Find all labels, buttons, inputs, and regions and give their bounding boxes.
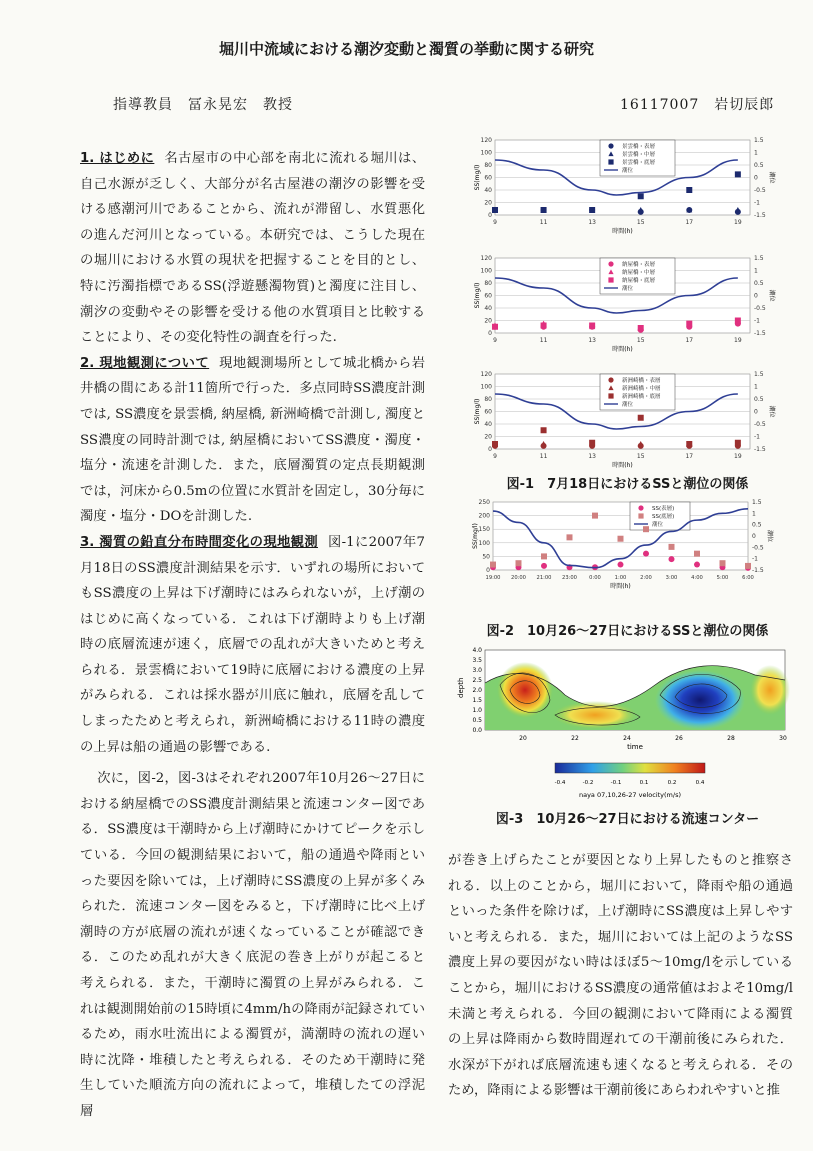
data-point — [669, 544, 675, 550]
data-point — [720, 560, 726, 566]
y2-tick-label: 1.5 — [752, 499, 762, 506]
x-tick-label: 13 — [588, 219, 596, 226]
y2-tick-label: 1.5 — [754, 255, 764, 262]
x-tick-label: 19:00 — [485, 575, 501, 581]
y2-tick-label: 0.5 — [752, 521, 762, 529]
y2-tick-label: 0 — [754, 408, 758, 416]
y-tick-label: 3.5 — [472, 657, 482, 664]
y2-axis-label: 潮位 — [768, 171, 775, 184]
y2-tick-label: -1.5 — [754, 212, 766, 219]
legend-entry: 納屋橋・底層 — [622, 278, 656, 284]
x-tick-label: 11 — [539, 337, 548, 344]
x-tick-label: 0:00 — [589, 575, 601, 581]
section-intro — [80, 146, 425, 351]
data-point — [589, 207, 595, 213]
y2-tick-label: 1.5 — [754, 371, 764, 378]
chart-fig1-keiun — [455, 132, 790, 242]
y-tick-label: 20 — [484, 317, 492, 325]
paragraph: 次に，図-2，図-3はそれぞれ2007年10月26〜27日における納屋橋でのSS濃度計測結果と流速コンター図である．SS濃度は干潮時から上げ潮時にかけてピークを示している．今回の観測結果において，船の通過や降雨といった要因を除いては，上げ潮時にSS濃度の上昇が多くみられた．流速コンター図をみると，下げ潮時に比べ上げ潮時の方が底層の流れが速くなっていることが確認できる．このため乱れが大きく底泥の巻き上がりが起こると考えられる．また，干潮時に濁質の上昇がみられる．これは観測開始前の15時頃に4mm/hの降雨が記録されているため，雨水吐流出による濁質が，満潮時の流れの遅い時に沈降・堆積したと考えられる．そのため干潮時に発生していた順流方向の流れによって，堆積したての浮泥層 — [80, 771, 425, 1119]
y-tick-label: 40 — [484, 305, 492, 312]
data-point — [492, 324, 498, 330]
y2-tick-label: 1 — [752, 510, 756, 518]
left-column — [80, 146, 425, 1125]
y-tick-label: 40 — [484, 187, 492, 194]
y-tick-label: 120 — [480, 255, 492, 262]
y-tick-label: 100 — [480, 149, 492, 157]
data-point — [567, 534, 573, 540]
y2-tick-label: 0 — [752, 533, 756, 540]
x-tick-label: 17 — [685, 219, 694, 226]
y-axis-label: SS(mg/l) — [474, 164, 481, 191]
y-tick-label: 200 — [478, 512, 490, 520]
y-tick-label: 40 — [484, 421, 492, 428]
section-heading: 2. 現地観測について — [80, 355, 210, 371]
y2-axis-label: 潮位 — [768, 289, 775, 302]
colorbar — [555, 763, 705, 773]
x-tick-label: 15 — [636, 453, 645, 460]
data-point — [608, 143, 613, 148]
y-tick-label: 0.5 — [472, 717, 482, 724]
y2-tick-label: -1.5 — [754, 330, 766, 337]
legend-entry: 景雲橋・表層 — [622, 144, 656, 150]
x-tick-label: 19 — [734, 219, 742, 226]
y2-axis-label: 潮位 — [768, 405, 775, 418]
y-tick-label: 20 — [484, 433, 492, 441]
contour-plot-area — [485, 650, 790, 730]
y-tick-label: 0 — [488, 446, 492, 453]
y2-tick-label: -1 — [754, 199, 760, 207]
x-tick-label: 24 — [623, 735, 631, 742]
x-tick-label: 26 — [675, 735, 683, 742]
data-point — [745, 563, 751, 569]
x-tick-label: 19 — [734, 453, 742, 460]
colorbar-tick-label: -0.1 — [610, 780, 622, 786]
y-tick-label: 0 — [488, 212, 492, 219]
data-point — [638, 513, 643, 518]
y-tick-label: 100 — [478, 539, 490, 547]
data-point — [643, 551, 649, 557]
data-point — [541, 323, 547, 329]
x-tick-label: 22 — [571, 735, 579, 742]
y2-tick-label: -1 — [752, 555, 758, 563]
right-column-text: が巻き上げらたことが要因となり上昇したものと推察される．以上のことから，堀川において，降雨や船の通過といった条件を除けば，上げ潮時にSS濃度は上昇しやすいと考えられる．また，堀川においては上記のようなSS濃度上昇の要因がない時はほぼ5〜10mg/lを示していることから，堀川におけるSS濃度の通常値はおよそ10mg/l未満と考えられる．今回の観測において降雨による濁質の上昇は降雨から数時間遅れての干潮前後にみられた．水深が下がれば底層流速も速くなると考えられる．そのため，降雨による影響は干潮前後にあらわれやすいと推 — [448, 853, 793, 1099]
x-axis-label: 時間(h) — [612, 346, 633, 353]
y2-tick-label: -0.5 — [752, 544, 764, 552]
legend-entry: 新洲崎橋・表層 — [622, 378, 661, 384]
y-tick-label: 20 — [484, 199, 492, 207]
data-point — [608, 377, 613, 382]
y-tick-label: 100 — [480, 267, 492, 275]
y2-tick-label: -1 — [754, 433, 760, 441]
y2-tick-label: 0.5 — [754, 162, 764, 169]
data-point — [638, 193, 644, 199]
y2-tick-label: 0.5 — [754, 396, 764, 403]
section-text: 現地観測場所として城北橋から岩井橋の間にある計11箇所で行った．多点同時SS濃度計測では, SS濃度を景雲橋, 納屋橋, 新洲崎橋で計測し, 濁度とSS濃度の同時計測では, 納屋橋においてSS濃度・濁度・塩分・流速を計測した．また，底層濁質の定点長期観測では，河床から0.5mの位置に水質計を固定し，30分毎に濁度・塩分・DOを計測した. — [80, 355, 426, 525]
y-tick-label: 120 — [480, 137, 492, 144]
y-tick-label: 150 — [478, 526, 490, 534]
x-tick-label: 11 — [539, 219, 548, 226]
data-point — [686, 441, 692, 447]
legend-entry: SS(表層) — [652, 506, 675, 512]
data-point — [735, 171, 741, 177]
x-tick-label: 15 — [636, 337, 645, 344]
x-tick-label: 20:00 — [511, 575, 526, 581]
contour-ylabel: depth — [457, 677, 465, 698]
colorbar-tick-label: -0.4 — [554, 780, 566, 786]
y2-tick-label: -1 — [754, 317, 760, 325]
y-tick-label: 1.0 — [472, 707, 482, 714]
section-heading: 3. 濁質の鉛直分布時間変化の現地観測 — [80, 534, 318, 550]
x-tick-label: 4:00 — [691, 575, 703, 581]
data-point — [735, 318, 741, 324]
x-tick-label: 3:00 — [665, 575, 678, 581]
data-point — [492, 207, 498, 213]
x-tick-label: 23:00 — [562, 575, 577, 581]
y2-tick-label: -0.5 — [754, 187, 766, 194]
fig2-caption: 図-2 10月26〜27日におけるSSと潮位の関係 — [486, 624, 769, 639]
advisor-line: 指導教員 冨永晃宏 教授 — [113, 97, 293, 113]
section-observation — [80, 530, 425, 760]
y-tick-label: 80 — [484, 162, 492, 169]
x-tick-label: 21:00 — [536, 575, 552, 581]
x-tick-label: 9 — [493, 219, 497, 226]
data-point — [541, 553, 547, 559]
section-site — [80, 351, 425, 530]
data-point — [608, 393, 613, 398]
y2-tick-label: 1 — [754, 383, 758, 391]
chart-fig1-naya — [455, 250, 790, 360]
x-tick-label: 2:00 — [640, 575, 652, 581]
legend-entry: 潮位 — [652, 522, 664, 528]
y-tick-label: 2.0 — [472, 687, 482, 694]
x-tick-label: 1:00 — [614, 575, 627, 581]
data-point — [694, 562, 700, 568]
y2-tick-label: -0.5 — [754, 421, 766, 428]
x-tick-label: 11 — [539, 453, 548, 460]
data-point — [638, 325, 644, 331]
y2-tick-label: 0.5 — [754, 280, 764, 287]
y2-tick-label: -1.5 — [752, 567, 764, 574]
y2-axis-label: 潮位 — [766, 529, 773, 543]
colorbar-tick-label: 0.2 — [667, 780, 677, 786]
y2-tick-label: -1.5 — [754, 446, 766, 453]
x-tick-label: 15 — [636, 219, 645, 226]
fig3-caption: 図-3 10月26〜27日における流速コンター — [495, 812, 760, 827]
y2-tick-label: 1 — [754, 149, 758, 157]
data-point — [618, 562, 624, 568]
data-point — [589, 323, 595, 329]
x-tick-label: 30 — [779, 735, 787, 742]
data-point — [592, 513, 598, 519]
y2-tick-label: 0 — [754, 174, 758, 182]
x-axis-label: 時間(h) — [612, 462, 633, 469]
x-axis-label: 時間(h) — [610, 583, 631, 590]
y-tick-label: 60 — [484, 174, 492, 182]
legend-entry: 納屋橋・中層 — [622, 270, 656, 276]
chart-fig1-shinsu — [455, 366, 790, 476]
y-tick-label: 250 — [478, 499, 490, 506]
y-tick-label: 2.5 — [472, 677, 482, 684]
data-point — [492, 441, 498, 447]
chart-fig2 — [455, 496, 790, 601]
legend-entry: 景雲橋・中層 — [622, 152, 656, 158]
y-tick-label: 100 — [480, 383, 492, 391]
y2-tick-label: 1.5 — [754, 137, 764, 144]
x-tick-label: 9 — [493, 337, 497, 344]
x-tick-label: 9 — [493, 453, 497, 460]
legend-entry: 新洲崎橋・中層 — [622, 386, 661, 392]
colorbar-tick-label: 0.4 — [695, 780, 705, 786]
data-point — [618, 536, 624, 542]
y-tick-label: 80 — [484, 396, 492, 403]
y-tick-label: 3.0 — [472, 667, 482, 674]
data-point — [516, 560, 522, 566]
data-point — [608, 159, 613, 164]
data-point — [669, 556, 675, 562]
legend-entry: SS(底層) — [652, 514, 675, 520]
y-tick-label: 0 — [488, 330, 492, 337]
x-tick-label: 13 — [588, 337, 596, 344]
chart-fig3-contour — [455, 645, 790, 805]
legend-entry: 潮位 — [622, 402, 634, 408]
y2-tick-label: 0 — [754, 292, 758, 300]
section-heading: 1. はじめに — [80, 151, 155, 166]
data-point — [694, 551, 700, 557]
colorbar-tick-label: -0.2 — [582, 780, 594, 786]
fig1-caption: 図-1 7月18日におけるSSと潮位の関係 — [506, 477, 749, 492]
y-tick-label: 0.0 — [472, 727, 482, 734]
y-tick-label: 60 — [484, 408, 492, 416]
data-point — [541, 427, 547, 433]
colorbar-label: naya 07,10,26-27 velocity(m/s) — [578, 791, 682, 799]
x-tick-label: 5:00 — [716, 575, 729, 581]
data-point — [608, 277, 613, 282]
section-text: 名古屋市の中心部を南北に流れる堀川は、自己水源が乏しく、大部分が名古屋港の潮汐の影響を受ける感潮河川であることから、流れが滞留し、水質悪化の進んだ河川となっている。本研究では、こうした現在の堀川における水質の現状を把握することを目的とし、特に汚濁指標であるSS(浮遊懸濁物質)と濁度に注目し、潮汐の変動やその影響を受ける他の水質項目と比較することにより、その変化特性の調査を行った. — [80, 151, 426, 346]
x-axis-label: 時間(h) — [612, 228, 633, 235]
legend-entry: 納屋橋・表層 — [622, 262, 656, 268]
y-tick-label: 0 — [486, 567, 490, 574]
y-axis-label: SS(mg/l) — [472, 523, 479, 549]
y-tick-label: 4.0 — [472, 647, 482, 654]
y-axis-label: SS(mg/l) — [474, 282, 481, 309]
x-tick-label: 6:00 — [742, 575, 754, 581]
x-tick-label: 19 — [734, 337, 742, 344]
data-point — [541, 563, 547, 569]
x-tick-label: 13 — [588, 453, 596, 460]
y-tick-label: 80 — [484, 280, 492, 287]
data-point — [589, 440, 595, 446]
x-tick-label: 17 — [685, 337, 694, 344]
y-tick-label: 50 — [482, 553, 490, 561]
contour-xlabel: time — [627, 743, 643, 751]
y-axis-label: SS(mg/l) — [474, 398, 481, 425]
data-point — [608, 261, 613, 266]
y-tick-label: 120 — [480, 371, 492, 378]
page-title: 堀川中流域における潮汐変動と濁質の挙動に関する研究 — [218, 40, 594, 58]
student-line: 16117007 岩切辰郎 — [620, 97, 775, 113]
data-point — [643, 526, 649, 532]
data-point — [541, 207, 547, 213]
x-tick-label: 28 — [727, 735, 735, 742]
data-point — [735, 440, 741, 446]
legend-entry: 潮位 — [622, 168, 634, 174]
y2-tick-label: 1 — [754, 267, 758, 275]
y2-tick-label: -0.5 — [754, 305, 766, 312]
data-point — [490, 562, 496, 568]
section-text: 図-1に2007年7月18日のSS濃度計測結果を示す．いずれの場所においてもSS濃度の上昇は下げ潮時にはみられないが，上げ潮のはじめに高くなっている．これは下げ潮時よりも上げ潮時の底層流速が速く，底層での乱れが大きいためと考えられる．景雲橋において19時に底層における濃度の上昇がみられる．これは採水器が川底に触れ，底層を乱してしまったためと考えられ，新洲崎橋における11時の濃度の上昇は船の通過の影響である. — [80, 534, 425, 755]
y-tick-label: 60 — [484, 292, 492, 300]
colorbar-tick-label: 0.1 — [639, 780, 649, 786]
x-tick-label: 20 — [519, 735, 527, 742]
legend-entry: 新洲崎橋・底層 — [622, 394, 661, 400]
data-point — [638, 505, 643, 510]
legend-entry: 潮位 — [622, 286, 634, 292]
data-point — [638, 415, 644, 421]
data-point — [686, 321, 692, 327]
y-tick-label: 1.5 — [472, 697, 482, 704]
legend-entry: 景雲橋・底層 — [622, 160, 656, 166]
data-point — [686, 187, 692, 193]
x-tick-label: 17 — [685, 453, 694, 460]
